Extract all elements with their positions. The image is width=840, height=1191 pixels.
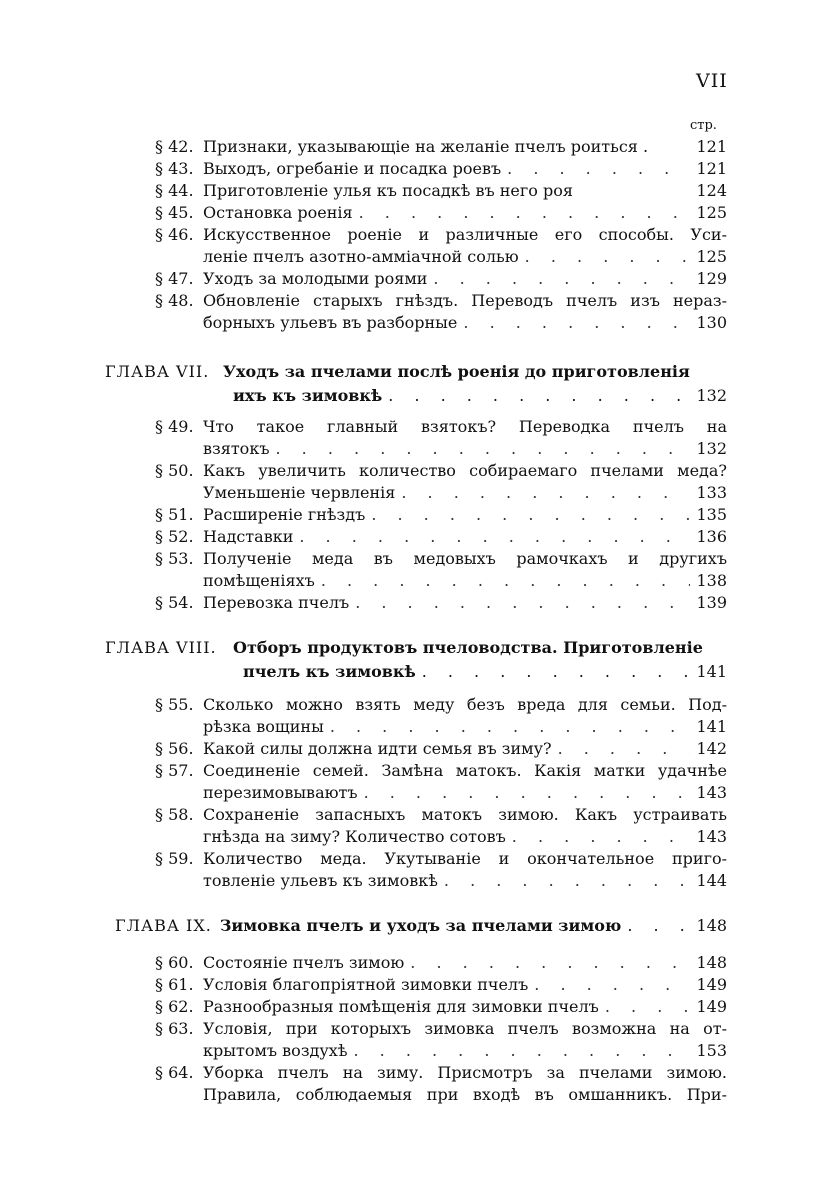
dot-leader <box>457 312 690 334</box>
entry-title: Искусственное роеніе и различные его способы. Уси- <box>203 225 727 244</box>
entry-page: 142 <box>696 739 727 758</box>
entry-title-cont: перезимовываютъ <box>203 783 358 802</box>
dot-leader <box>395 482 690 504</box>
section-number: § 49. <box>155 417 194 436</box>
entry-title: Остановка роенія <box>203 203 353 222</box>
entry-title: Условія благопріятной зимовки пчелъ <box>203 975 529 994</box>
section-number: § 51. <box>155 505 194 524</box>
entry-page: 149 <box>696 997 727 1016</box>
toc-entry-57[interactable] <box>155 760 727 804</box>
entry-title: Соединеніе семей. Замѣна матокъ. Какія матки удачнѣе <box>203 761 727 780</box>
section-number: § 57. <box>155 761 194 780</box>
dot-leader <box>438 870 691 892</box>
section-number: § 64. <box>155 1063 194 1082</box>
entry-page: 136 <box>696 527 727 546</box>
dot-leader <box>365 504 690 526</box>
entry-page: 132 <box>696 439 727 458</box>
entry-title-cont: борныхъ ульевъ въ разборные <box>203 313 458 332</box>
dot-leader <box>382 384 690 408</box>
page-number: VII <box>696 70 728 92</box>
section-number: § 50. <box>155 461 194 480</box>
chapter-label: ГЛАВА VII. <box>105 362 210 381</box>
entry-title: Количество меда. Укутываніе и окончательное приго- <box>203 849 727 868</box>
toc-entry-60[interactable] <box>155 952 727 974</box>
dot-leader <box>416 660 691 684</box>
entry-title: Перевозка пчелъ <box>203 593 350 612</box>
entry-page: 138 <box>696 571 727 590</box>
toc-entry-64[interactable] <box>155 1062 727 1106</box>
toc-entry-53[interactable] <box>155 548 727 592</box>
chapter-page: 141 <box>696 662 727 681</box>
chapter-title-cont: пчелъ къ зимовкѣ <box>243 662 416 681</box>
section-number: § 63. <box>155 1019 194 1038</box>
toc-entry-43[interactable] <box>155 158 727 180</box>
entry-page: 135 <box>696 505 727 524</box>
section-number: § 56. <box>155 739 194 758</box>
entry-page: 130 <box>696 313 727 332</box>
toc-entry-56[interactable] <box>155 738 727 760</box>
entry-title: Полученіе меда въ медовыхъ рамочкахъ и другихъ <box>203 549 727 568</box>
dot-leader <box>347 1040 690 1062</box>
section-number: § 58. <box>155 805 194 824</box>
section-number: § 62. <box>155 997 194 1016</box>
toc-entry-54[interactable] <box>155 592 727 614</box>
entry-title-cont: товленіе ульевъ къ зимовкѣ <box>203 871 438 890</box>
dot-leader <box>349 592 690 614</box>
entry-page: 121 <box>696 137 727 156</box>
toc-entry-44[interactable] <box>155 180 727 202</box>
entry-page: 125 <box>696 203 727 222</box>
dot-leader <box>353 202 691 224</box>
toc-entry-59[interactable] <box>155 848 727 892</box>
chapter-label: ГЛАВА IX. <box>115 916 212 935</box>
entry-page: 133 <box>696 483 727 502</box>
dot-leader <box>599 996 691 1018</box>
section-number: § 44. <box>155 181 194 200</box>
entry-page: 129 <box>696 269 727 288</box>
entry-page: 153 <box>696 1041 727 1060</box>
entry-title: Сколько можно взять меду безъ вреда для семьи. Под- <box>203 695 727 714</box>
entry-page: 141 <box>696 717 727 736</box>
entry-page: 121 <box>696 159 727 178</box>
chapter-page: 132 <box>696 386 727 405</box>
dot-leader <box>506 826 691 848</box>
entry-page: 144 <box>696 871 727 890</box>
section-number: § 46. <box>155 225 194 244</box>
section-number: § 47. <box>155 269 194 288</box>
toc-entry-45[interactable] <box>155 202 727 224</box>
entry-title: Разнообразныя помѣщенія для зимовки пчелъ <box>203 997 599 1016</box>
dot-leader <box>528 974 690 996</box>
toc-entry-46[interactable] <box>155 224 727 268</box>
section-number: § 52. <box>155 527 194 546</box>
entry-title: Что такое главный взятокъ? Переводка пчелъ на <box>203 417 727 436</box>
section-number: § 60. <box>155 953 194 972</box>
dot-leader <box>427 268 690 290</box>
toc-entry-49[interactable] <box>155 416 727 460</box>
section-number: § 61. <box>155 975 194 994</box>
section-number: § 42. <box>155 137 194 156</box>
entry-title: Какъ увеличить количество собираемаго пчелами меда? <box>203 461 727 480</box>
chapter-8[interactable] <box>105 636 727 684</box>
entry-title-cont: Правила, соблюдаемыя при входѣ въ омшанникъ. При- <box>203 1085 727 1104</box>
section-number: § 48. <box>155 291 194 310</box>
entry-title: Уборка пчелъ на зиму. Присмотръ за пчелами зимою. <box>203 1063 727 1082</box>
section-number: § 59. <box>155 849 194 868</box>
section-number: § 43. <box>155 159 194 178</box>
entry-title: Состояніе пчелъ зимою <box>203 953 405 972</box>
toc-entry-51[interactable] <box>155 504 727 526</box>
page-column-label: стр. <box>690 118 717 133</box>
chapter-7[interactable] <box>105 360 727 408</box>
entry-title: Приготовленіе улья къ посадкѣ въ него роя <box>203 181 573 200</box>
toc-entry-48[interactable] <box>155 290 727 334</box>
dot-leader <box>404 952 690 974</box>
dot-leader <box>270 438 691 460</box>
dot-leader <box>552 738 691 760</box>
chapter-title-cont: ихъ къ зимовкѣ <box>233 386 383 405</box>
toc-entry-52[interactable] <box>155 526 727 548</box>
entry-title: Уходъ за молодыми роями <box>203 269 428 288</box>
dot-leader <box>519 246 691 268</box>
entry-title: Признаки, указывающіе на желаніе пчелъ роиться . <box>203 137 649 156</box>
section-number: § 54. <box>155 593 194 612</box>
section-number: § 53. <box>155 549 194 568</box>
toc-entry-58[interactable] <box>155 804 727 848</box>
entry-title: Надставки <box>203 527 294 546</box>
section-number: § 55. <box>155 695 194 714</box>
entry-title-cont: леніе пчелъ азотно-амміачной солью <box>203 247 519 266</box>
section-number: § 45. <box>155 203 194 222</box>
entry-title: Расширеніе гнѣздъ <box>203 505 366 524</box>
dot-leader <box>501 158 690 180</box>
entry-title: Условія, при которыхъ зимовка пчелъ возможна на от- <box>203 1019 727 1038</box>
entry-page: 139 <box>696 593 727 612</box>
toc-entry-50[interactable] <box>155 460 727 504</box>
dot-leader <box>315 570 691 592</box>
entry-title-cont: гнѣзда на зиму? Количество сотовъ <box>203 827 506 846</box>
entry-title: Выходъ, огребаніе и посадка роевъ <box>203 159 502 178</box>
entry-page: 124 <box>696 181 727 200</box>
entry-page: 143 <box>696 783 727 802</box>
chapter-title: Уходъ за пчелами послѣ роенія до приготовленія <box>223 362 690 381</box>
chapter-title: Отборъ продуктовъ пчеловодства. Приготовленіе <box>233 638 703 657</box>
entry-title: Какой силы должна идти семья въ зиму? <box>203 739 552 758</box>
toc-entry-62[interactable] <box>155 996 727 1018</box>
entry-title-cont: взятокъ <box>203 439 270 458</box>
entry-page: 149 <box>696 975 727 994</box>
entry-title: Сохраненіе запасныхъ матокъ зимою. Какъ устраивать <box>203 805 727 824</box>
toc-entry-63[interactable] <box>155 1018 727 1062</box>
toc-entry-47[interactable] <box>155 268 727 290</box>
dot-leader <box>358 782 691 804</box>
chapter-label: ГЛАВА VIII. <box>105 638 217 657</box>
entry-page: 148 <box>696 953 727 972</box>
toc-entry-55[interactable] <box>155 694 727 738</box>
dot-leader <box>621 914 690 938</box>
dot-leader <box>324 716 691 738</box>
toc-entry-42[interactable] <box>155 136 727 158</box>
chapter-9[interactable] <box>115 914 727 938</box>
entry-title-cont: крытомъ воздухѣ <box>203 1041 348 1060</box>
entry-title-cont: Уменьшеніе червленія <box>203 483 396 502</box>
toc-entry-61[interactable] <box>155 974 727 996</box>
chapter-title: Зимовка пчелъ и уходъ за пчелами зимою <box>219 916 622 935</box>
chapter-page: 148 <box>696 916 727 935</box>
entry-page: 125 <box>696 247 727 266</box>
entry-title-cont: помѣщеніяхъ <box>203 571 315 590</box>
entry-title-cont: рѣзка вощины <box>203 717 324 736</box>
dot-leader <box>293 526 690 548</box>
entry-page: 143 <box>696 827 727 846</box>
entry-title: Обновленіе старыхъ гнѣздъ. Переводъ пчелъ изъ нераз- <box>203 291 727 310</box>
